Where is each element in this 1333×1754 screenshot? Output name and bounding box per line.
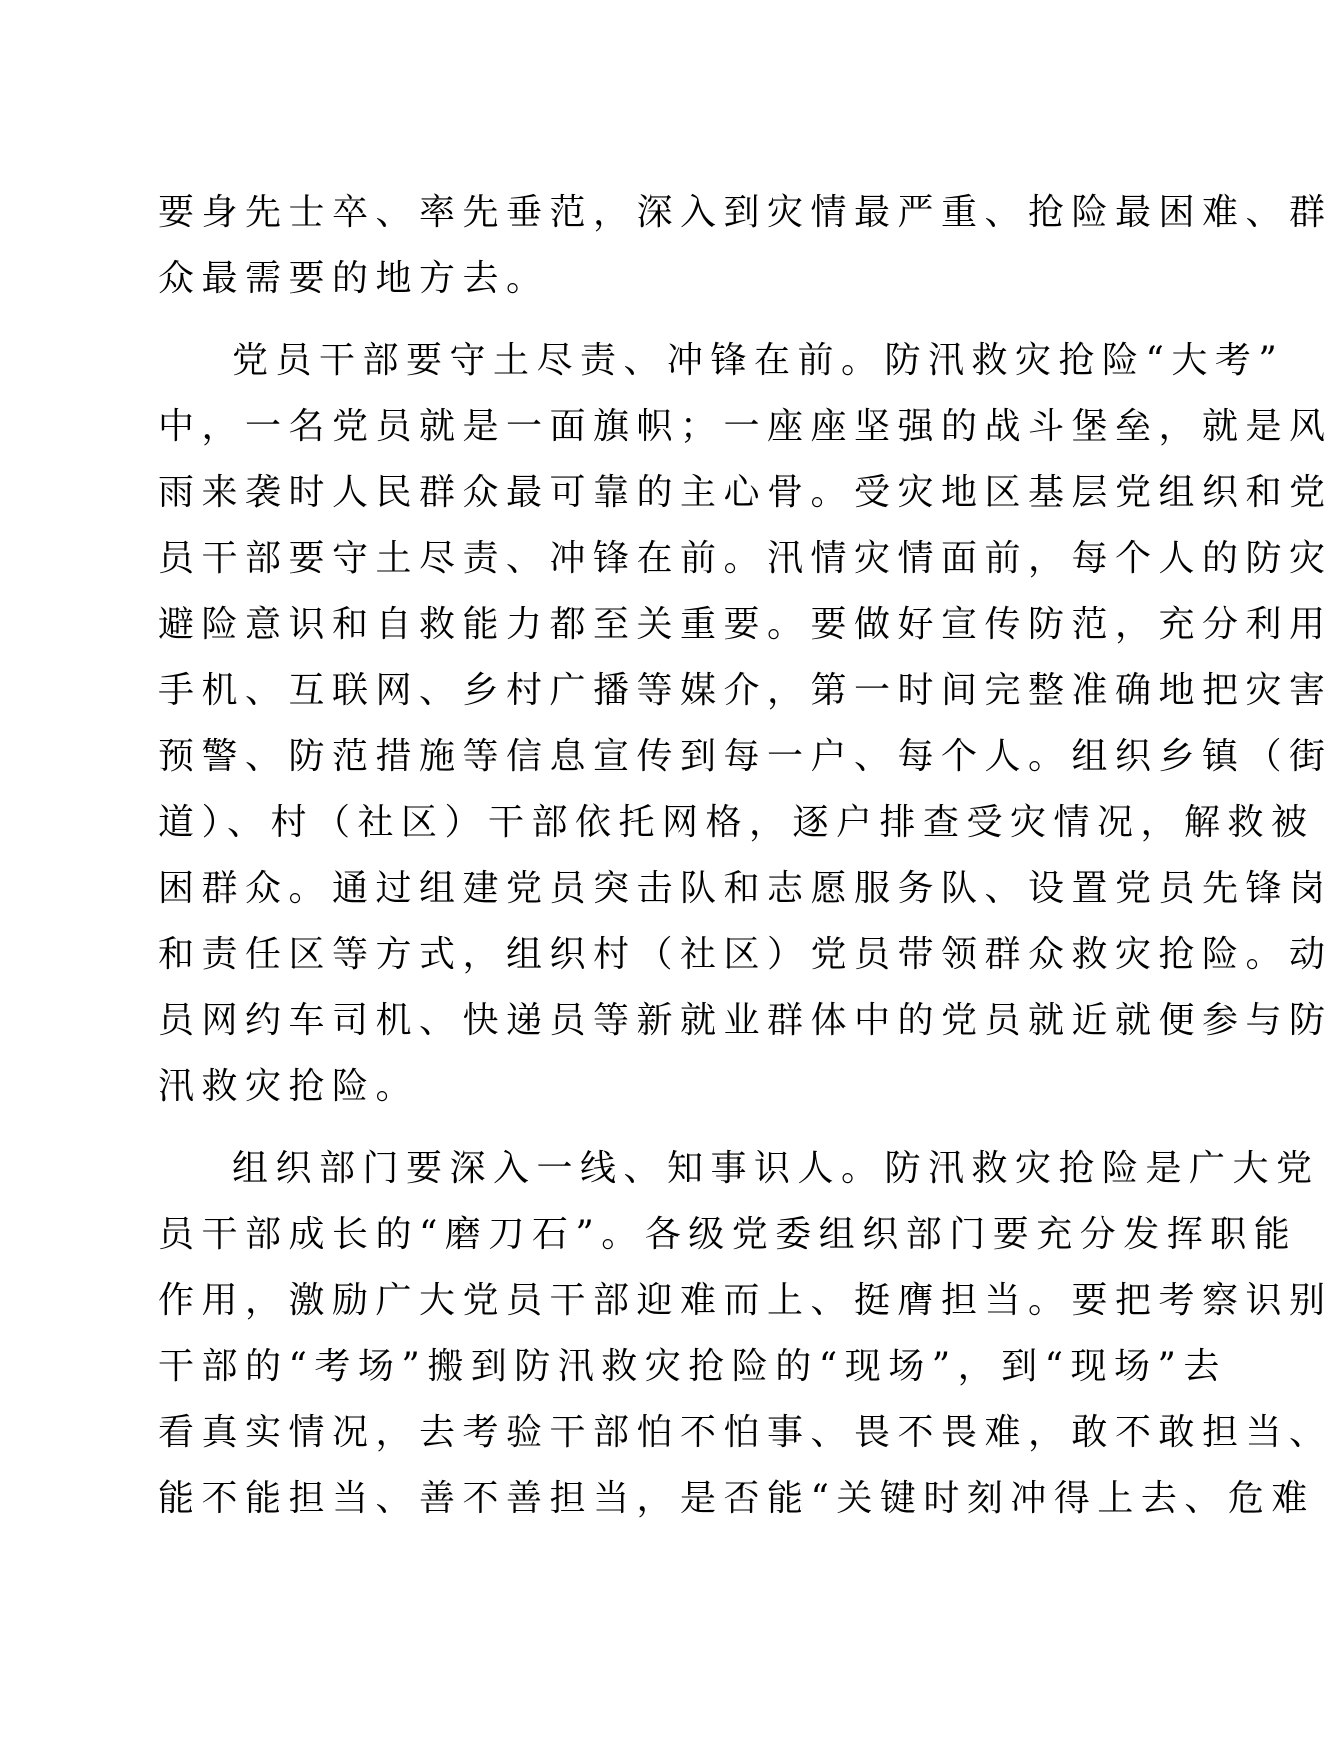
text-line: 看真实情况，去考验干部怕不怕事、畏不畏难，敢不敢担当、	[158, 1412, 1333, 1453]
text-line: 员网约车司机、快递员等新就业群体中的党员就近就便参与防	[158, 1000, 1333, 1041]
text-line: 雨来袭时人民群众最可靠的主心骨。受灾地区基层党组织和党	[158, 472, 1333, 513]
text-line: 党员干部要守土尽责、冲锋在前。防汛救灾抢险“大考”	[232, 340, 1285, 381]
text-line: 避险意识和自救能力都至关重要。要做好宣传防范，充分利用	[158, 604, 1333, 645]
text-line: 干部的“考场”搬到防汛救灾抢险的“现场”，到“现场”去	[158, 1346, 1227, 1387]
text-line: 和责任区等方式，组织村（社区）党员带领群众救灾抢险。动	[158, 934, 1333, 975]
text-line: 众最需要的地方去。	[158, 258, 550, 299]
text-line: 汛救灾抢险。	[158, 1066, 420, 1107]
text-line: 中，一名党员就是一面旗帜；一座座坚强的战斗堡垒，就是风	[158, 406, 1333, 447]
paragraph-3	[158, 1136, 1333, 1532]
text-line: 员干部要守土尽责、冲锋在前。汛情灾情面前，每个人的防灾	[158, 538, 1333, 579]
text-line: 预警、防范措施等信息宣传到每一户、每个人。组织乡镇（街	[158, 736, 1333, 777]
paragraph-2	[158, 328, 1333, 1120]
paragraph-1	[158, 180, 1333, 312]
text-line: 员干部成长的“磨刀石”。各级党委组织部门要充分发挥职能	[158, 1214, 1298, 1255]
text-line: 困群众。通过组建党员突击队和志愿服务队、设置党员先锋岗	[158, 868, 1333, 909]
text-line: 组织部门要深入一线、知事识人。防汛救灾抢险是广大党	[232, 1148, 1320, 1189]
text-line: 要身先士卒、率先垂范，深入到灾情最严重、抢险最困难、群	[158, 192, 1333, 233]
text-line: 作用，激励广大党员干部迎难而上、挺膺担当。要把考察识别	[158, 1280, 1333, 1321]
text-line: 道）、村（社区）干部依托网格，逐户排查受灾情况，解救被	[158, 802, 1315, 843]
text-line: 手机、互联网、乡村广播等媒介，第一时间完整准确地把灾害	[158, 670, 1333, 711]
text-line: 能不能担当、善不善担当，是否能“关键时刻冲得上去、危难	[158, 1478, 1315, 1519]
